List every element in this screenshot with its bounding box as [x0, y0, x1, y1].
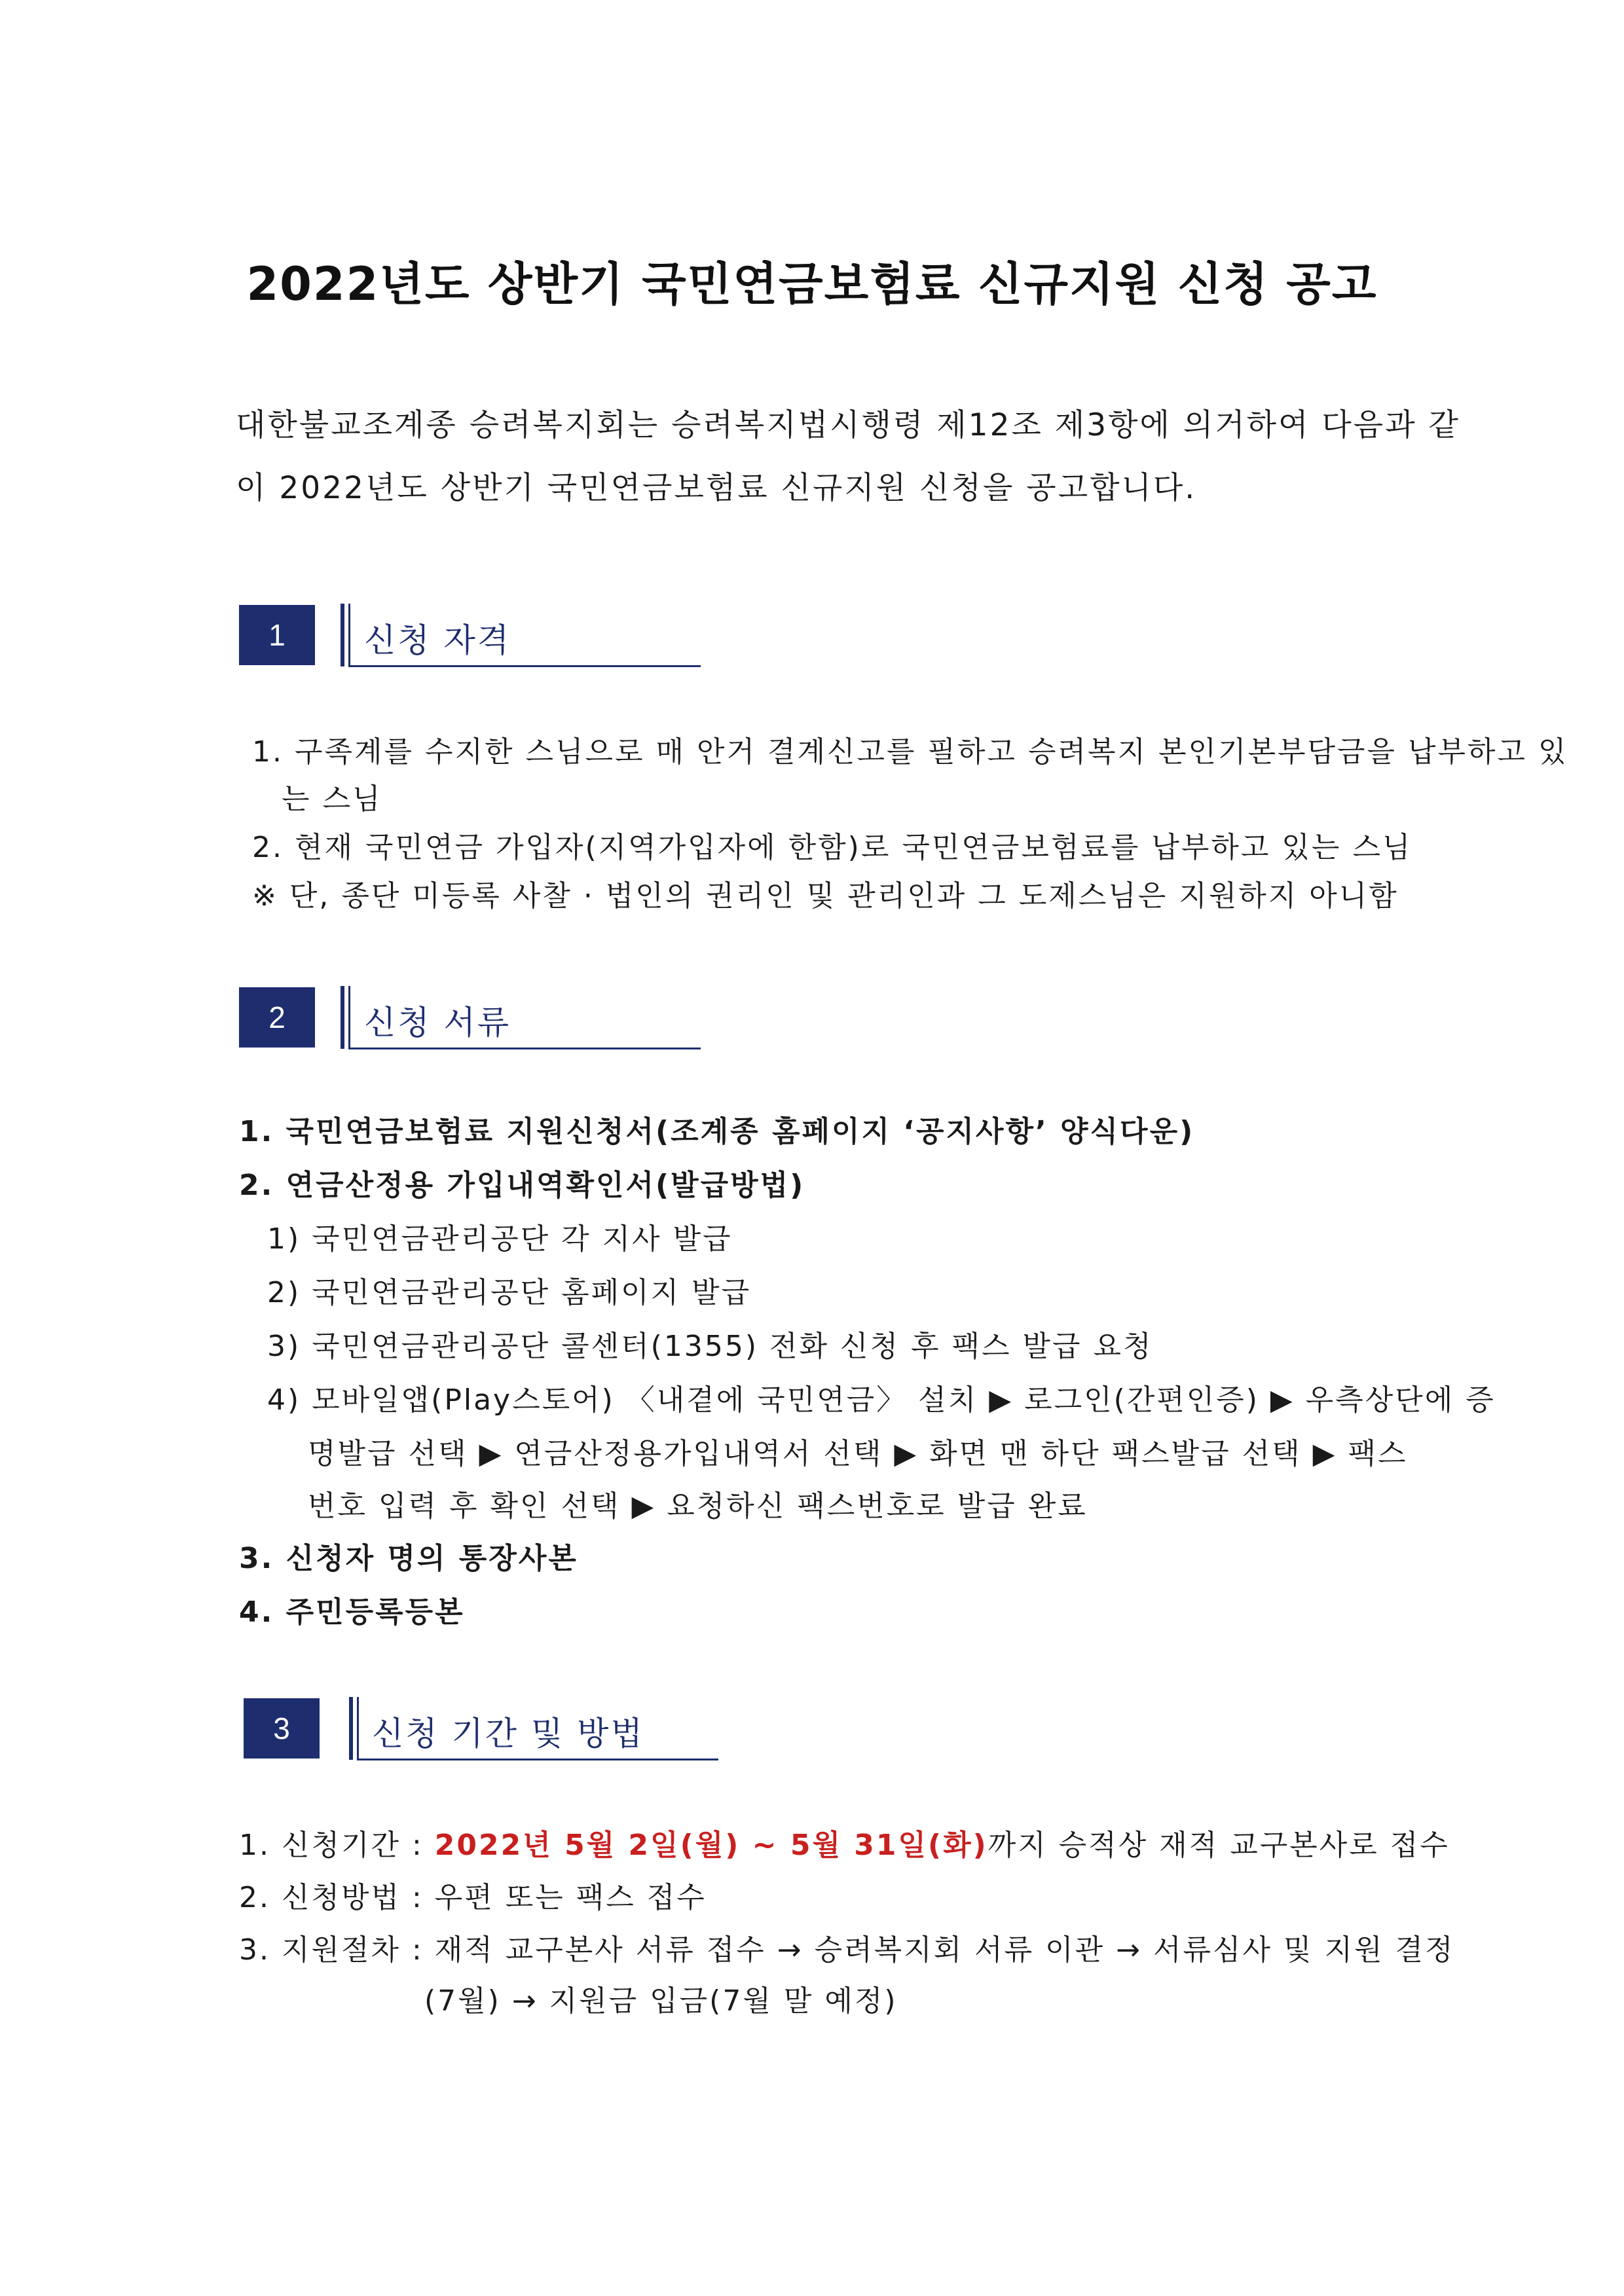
sub-list-item: 3) 국민연금관리공단 콜센터(1355) 전화 신청 후 팩스 발급 요청 — [267, 1330, 1153, 1363]
period-prefix: 1. 신청기간 : — [239, 1829, 435, 1862]
sub-list-item-cont: 번호 입력 후 확인 선택 ▶ 요청하신 팩스번호로 발급 완료 — [308, 1489, 1088, 1523]
list-item: 2. 연금산정용 가입내역확인서(발급방법) — [239, 1169, 805, 1202]
period-highlight: 2022년 5월 2일(월) ~ 5월 31일(화) — [434, 1829, 988, 1862]
list-item-cont: (7월) → 지원금 입금(7월 말 예정) — [424, 1984, 898, 2018]
section-title: 신청 기간 및 방법 — [372, 1715, 644, 1753]
sub-list-item-cont: 명발급 선택 ▶ 연금산정용가입내역서 선택 ▶ 화면 맨 하단 팩스발급 선택 ▶ 팩스 — [308, 1437, 1408, 1470]
period-suffix: 까지 승적상 재적 교구본사로 접수 — [987, 1829, 1450, 1862]
list-item: 는 스님 — [282, 782, 382, 816]
list-item: 2. 현재 국민연금 가입자(지역가입자에 한함)로 국민연금보험료를 납부하고 있는 스님 — [252, 831, 1412, 864]
section-accent-bar — [341, 986, 344, 1049]
page-title: 2022년도 상반기 국민연금보험료 신규지원 신청 공고 — [246, 257, 1378, 311]
section-title: 신청 자격 — [364, 621, 511, 659]
section-number-badge: 1 — [239, 605, 315, 665]
intro-line-2: 이 2022년도 상반기 국민연금보험료 신규지원 신청을 공고합니다. — [236, 470, 1197, 506]
intro-line-1: 대한불교조계종 승려복지회는 승려복지법시행령 제12조 제3항에 의거하여 다음과 같 — [236, 407, 1460, 443]
section-underline — [348, 1048, 701, 1049]
list-item: 3. 지원절차 : 재적 교구본사 서류 접수 → 승려복지회 서류 이관 → 서류심사 및 지원 결정 — [239, 1933, 1455, 1967]
section-number-badge: 3 — [244, 1698, 320, 1758]
section-underline — [348, 665, 701, 667]
section-number-badge: 2 — [239, 987, 315, 1048]
section-accent-bar-thin — [348, 604, 350, 666]
sub-list-item: 4) 모바일앱(Play스토어) 〈내곁에 국민연금〉 설치 ▶ 로그인(간편인증) ▶ 우측상단에 증 — [267, 1383, 1496, 1417]
section-accent-bar-thin — [348, 986, 350, 1049]
sub-list-item: 2) 국민연금관리공단 홈페이지 발급 — [267, 1276, 752, 1309]
sub-list-item: 1) 국민연금관리공단 각 지사 발급 — [267, 1222, 733, 1256]
list-item: 1. 구족계를 수지한 스님으로 매 안거 결계신고를 필하고 승려복지 본인기본부담금을 납부하고 있 — [252, 735, 1568, 769]
list-item: 4. 주민등록등본 — [239, 1595, 465, 1629]
section-accent-bar-thin — [357, 1697, 359, 1760]
list-item: 2. 신청방법 : 우편 또는 팩스 접수 — [239, 1881, 707, 1914]
section-title: 신청 서류 — [364, 1004, 511, 1042]
list-item-note: ※ 단, 종단 미등록 사찰 · 법인의 권리인 및 관리인과 그 도제스님은 지원하지 아니함 — [252, 879, 1399, 913]
section-accent-bar — [341, 604, 344, 666]
list-item-period — [239, 1821, 1450, 1863]
list-item: 1. 국민연금보험료 지원신청서(조계종 홈페이지 ‘공지사항’ 양식다운) — [239, 1115, 1195, 1148]
list-item: 3. 신청자 명의 통장사본 — [239, 1542, 578, 1575]
section-accent-bar — [349, 1697, 353, 1760]
section-underline — [357, 1758, 718, 1760]
